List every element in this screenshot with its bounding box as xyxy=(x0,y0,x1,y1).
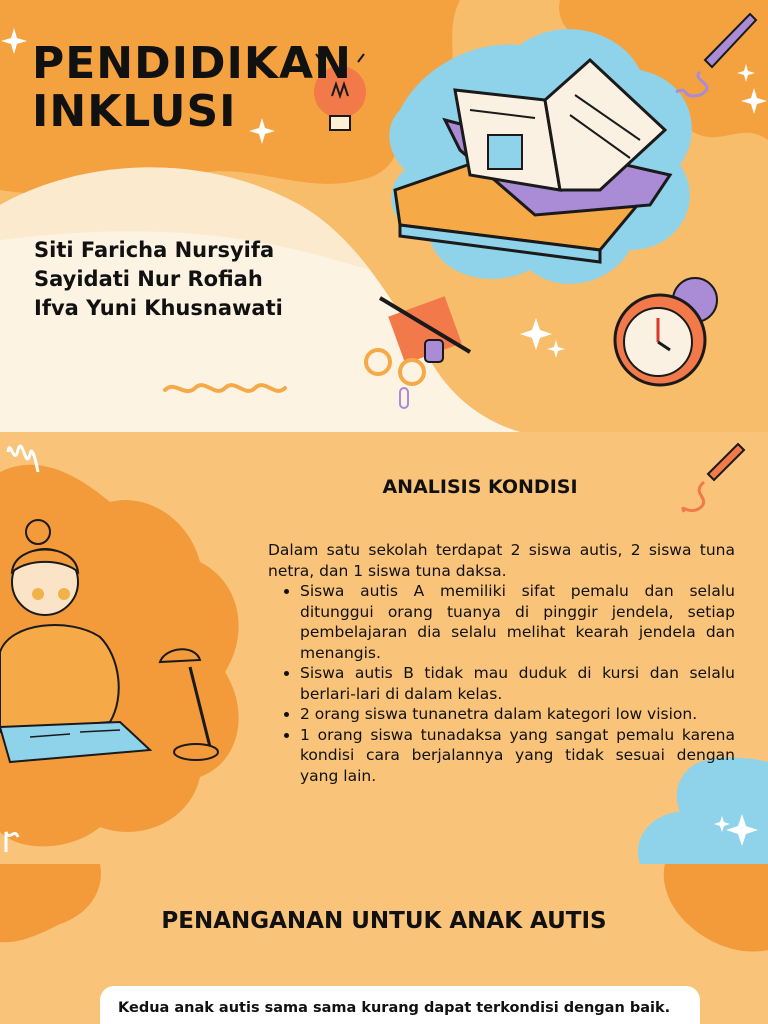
alarm-clock-icon xyxy=(615,278,717,385)
slide-title xyxy=(0,0,768,432)
list-item: • 1 orang siswa tunadaksa yang sangat pemalu karena kondisi cara berjalannya yang tidak sesuai dengan yang lain. xyxy=(300,725,735,787)
authors-list xyxy=(34,236,283,323)
author-name: Siti Faricha Nursyifa xyxy=(34,238,275,262)
intro-paragraph: Dalam satu sekolah terdapat 2 siswa autis, 2 siswa tuna netra, dan 1 siswa tuna daksa. xyxy=(268,541,735,580)
condition-analysis-text xyxy=(268,540,735,786)
condition-list xyxy=(268,581,735,786)
author-name: Sayidati Nur Rofiah xyxy=(34,267,263,291)
presentation-title xyxy=(32,40,352,136)
slide-penanganan-autis xyxy=(0,864,768,1024)
section-heading: PENANGANAN UNTUK ANAK AUTIS xyxy=(161,908,607,934)
list-item: • 2 orang siswa tunanetra dalam kategori low vision. xyxy=(300,704,735,725)
card-text: Kedua anak autis sama sama kurang dapat terkondisi dengan baik. xyxy=(118,1000,671,1016)
list-item: • Siswa autis A memiliki sifat pemalu dan selalu ditunggui orang tuanya di pinggir jendela, setiap pembelajaran dia selalu melihat kearah jendela dan menangis. xyxy=(300,581,735,663)
section-heading: ANALISIS KONDISI xyxy=(382,476,578,498)
pen-icon xyxy=(683,444,744,512)
list-item: • Siswa autis B tidak mau duduk di kursi dan selalu berlari-lari di dalam kelas. xyxy=(300,663,735,704)
title-line-2: INKLUSI xyxy=(32,86,237,137)
content-card xyxy=(100,986,700,1024)
title-line-1: PENDIDIKAN xyxy=(32,38,352,89)
slide-analisis-kondisi xyxy=(0,432,768,864)
author-name: Ifva Yuni Khusnawati xyxy=(34,296,283,320)
